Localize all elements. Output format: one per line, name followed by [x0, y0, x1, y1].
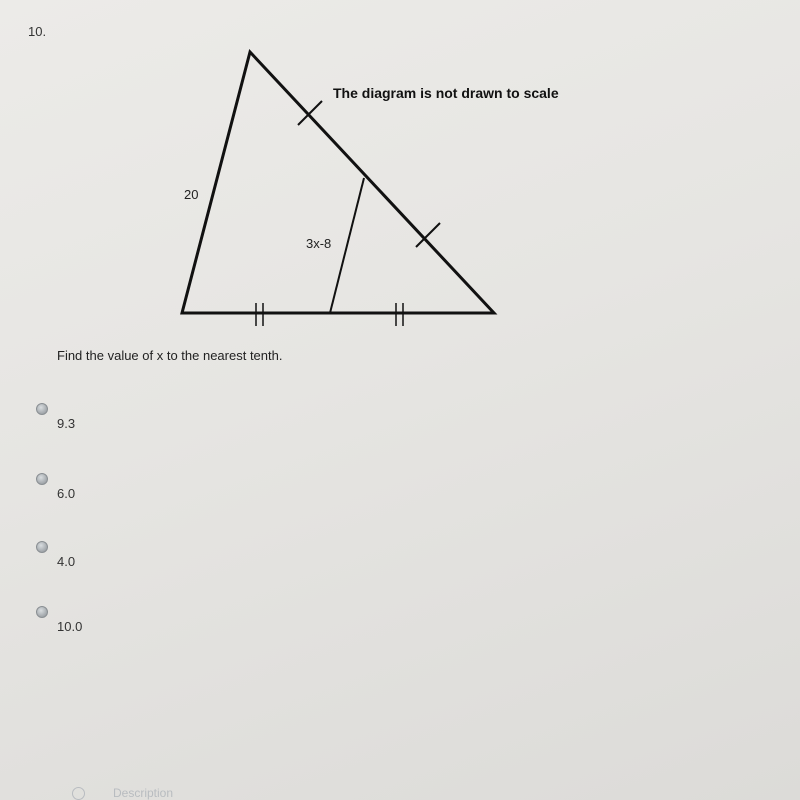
- question-prompt: Find the value of x to the nearest tenth.: [57, 348, 283, 363]
- radio-button[interactable]: [36, 403, 48, 415]
- midsegment-line: [330, 178, 364, 313]
- segment-label: 3x-8: [306, 236, 332, 251]
- side-label: 20: [184, 187, 199, 202]
- choice-label: 10.0: [57, 619, 83, 634]
- info-icon: [72, 787, 85, 800]
- triangle-diagram: [0, 0, 800, 380]
- description-link[interactable]: [72, 786, 173, 800]
- choice-label: 6.0: [57, 486, 76, 501]
- choice-label: 4.0: [57, 554, 76, 569]
- choice-label: 9.3: [57, 416, 76, 431]
- hypotenuse-tick-upper: [298, 101, 322, 125]
- choice-4[interactable]: [36, 606, 156, 642]
- description-label: Description: [113, 786, 174, 800]
- radio-button[interactable]: [36, 541, 48, 553]
- radio-button[interactable]: [36, 473, 48, 485]
- question-number: 10.: [28, 24, 47, 39]
- radio-button[interactable]: [36, 606, 48, 618]
- diagram-note: The diagram is not drawn to scale: [333, 85, 559, 101]
- choice-1[interactable]: [36, 403, 156, 439]
- choice-3[interactable]: [36, 541, 156, 577]
- choice-2[interactable]: [36, 473, 156, 509]
